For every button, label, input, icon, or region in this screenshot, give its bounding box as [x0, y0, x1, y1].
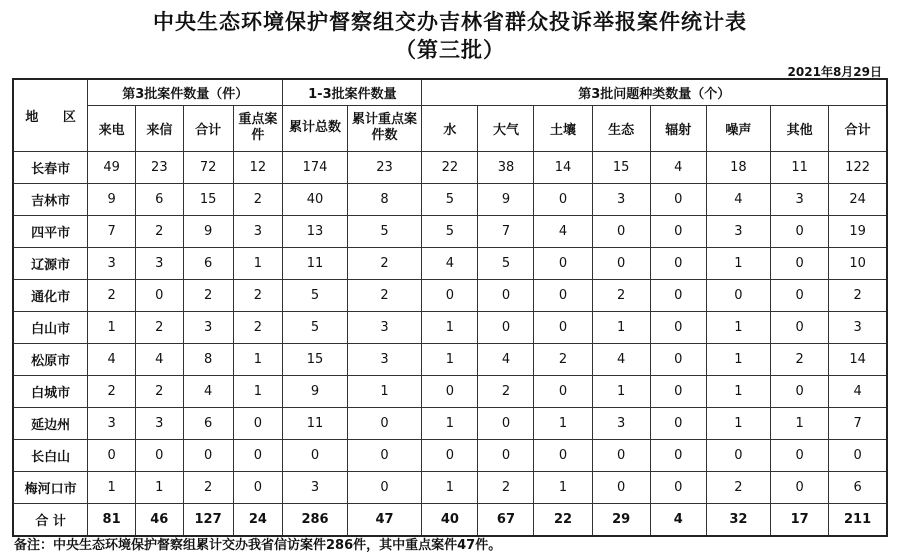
- statistics-table: [12, 78, 888, 537]
- cell-cumulative-key: 0: [347, 439, 422, 471]
- total-label: 合 计: [13, 503, 88, 536]
- cell-water: 0: [422, 375, 478, 407]
- cell-letters: 2: [135, 215, 183, 247]
- region-cell: 通化市: [13, 279, 88, 311]
- header-group-batch3-cases: 第3批案件数量（件）: [88, 79, 283, 105]
- cell-ecology: 2: [592, 279, 650, 311]
- header-row-groups: [13, 79, 887, 105]
- cell-cumulative-key: 3: [347, 311, 422, 343]
- cell-radiation: 0: [650, 279, 706, 311]
- cell-air: 7: [478, 215, 534, 247]
- cell-type-total: 2: [829, 279, 887, 311]
- header-col-other: 其他: [771, 105, 829, 151]
- cell-noise: 3: [706, 215, 770, 247]
- table-row: [13, 407, 887, 439]
- cell-cumulative-key: 1: [347, 375, 422, 407]
- cell-calls: 3: [88, 247, 136, 279]
- cell-subtotal: 6: [183, 247, 233, 279]
- cell-letters: 3: [135, 247, 183, 279]
- table-row: [13, 471, 887, 503]
- header-col-key-cases: 重点案件: [233, 105, 283, 151]
- cell-noise: 1: [706, 407, 770, 439]
- cell-type-total: 122: [829, 151, 887, 183]
- cell-subtotal: 72: [183, 151, 233, 183]
- total-cell-noise: 32: [706, 503, 770, 536]
- cell-soil: 14: [534, 151, 592, 183]
- header-col-calls: 来电: [88, 105, 136, 151]
- total-cell-ecology: 29: [592, 503, 650, 536]
- cell-noise: 0: [706, 279, 770, 311]
- cell-noise: 1: [706, 247, 770, 279]
- cell-ecology: 0: [592, 247, 650, 279]
- cell-key-cases: 12: [233, 151, 283, 183]
- cell-type-total: 0: [829, 439, 887, 471]
- cell-type-total: 24: [829, 183, 887, 215]
- cell-other: 0: [771, 279, 829, 311]
- cell-air: 0: [478, 439, 534, 471]
- cell-calls: 3: [88, 407, 136, 439]
- total-cell-type-total: 211: [829, 503, 887, 536]
- cell-noise: 2: [706, 471, 770, 503]
- cell-ecology: 0: [592, 471, 650, 503]
- table-row: [13, 279, 887, 311]
- cell-noise: 4: [706, 183, 770, 215]
- cell-cumulative-total: 174: [283, 151, 347, 183]
- cell-air: 0: [478, 407, 534, 439]
- cell-cumulative-total: 5: [283, 311, 347, 343]
- cell-soil: 4: [534, 215, 592, 247]
- region-cell: 白山市: [13, 311, 88, 343]
- cell-soil: 0: [534, 311, 592, 343]
- cell-cumulative-total: 15: [283, 343, 347, 375]
- cell-other: 1: [771, 407, 829, 439]
- cell-air: 5: [478, 247, 534, 279]
- table-row: [13, 311, 887, 343]
- cell-cumulative-key: 5: [347, 215, 422, 247]
- cell-letters: 0: [135, 279, 183, 311]
- cell-subtotal: 0: [183, 439, 233, 471]
- cell-letters: 2: [135, 375, 183, 407]
- cell-key-cases: 1: [233, 375, 283, 407]
- cell-other: 0: [771, 311, 829, 343]
- cell-air: 4: [478, 343, 534, 375]
- cell-key-cases: 2: [233, 183, 283, 215]
- cell-type-total: 10: [829, 247, 887, 279]
- region-cell: 松原市: [13, 343, 88, 375]
- cell-cumulative-key: 2: [347, 279, 422, 311]
- cell-other: 11: [771, 151, 829, 183]
- region-cell: 辽源市: [13, 247, 88, 279]
- cell-soil: 0: [534, 375, 592, 407]
- total-cell-air: 67: [478, 503, 534, 536]
- cell-other: 0: [771, 471, 829, 503]
- total-cell-other: 17: [771, 503, 829, 536]
- cell-radiation: 0: [650, 343, 706, 375]
- cell-radiation: 0: [650, 471, 706, 503]
- cell-key-cases: 1: [233, 247, 283, 279]
- cell-noise: 1: [706, 311, 770, 343]
- cell-soil: 0: [534, 247, 592, 279]
- cell-ecology: 0: [592, 215, 650, 247]
- header-region: 地 区: [13, 79, 88, 151]
- cell-key-cases: 0: [233, 439, 283, 471]
- cell-cumulative-total: 9: [283, 375, 347, 407]
- cell-key-cases: 1: [233, 343, 283, 375]
- cell-soil: 1: [534, 407, 592, 439]
- cell-cumulative-key: 0: [347, 407, 422, 439]
- cell-noise: 0: [706, 439, 770, 471]
- cell-cumulative-total: 0: [283, 439, 347, 471]
- cell-type-total: 7: [829, 407, 887, 439]
- cell-subtotal: 8: [183, 343, 233, 375]
- cell-ecology: 15: [592, 151, 650, 183]
- cell-radiation: 0: [650, 247, 706, 279]
- cell-type-total: 14: [829, 343, 887, 375]
- cell-ecology: 0: [592, 439, 650, 471]
- total-cell-radiation: 4: [650, 503, 706, 536]
- total-cell-water: 40: [422, 503, 478, 536]
- cell-calls: 1: [88, 311, 136, 343]
- cell-cumulative-key: 2: [347, 247, 422, 279]
- table-row: [13, 247, 887, 279]
- cell-soil: 0: [534, 183, 592, 215]
- cell-subtotal: 3: [183, 311, 233, 343]
- cell-other: 0: [771, 375, 829, 407]
- cell-air: 2: [478, 471, 534, 503]
- cell-calls: 7: [88, 215, 136, 247]
- header-col-letters: 来信: [135, 105, 183, 151]
- cell-subtotal: 6: [183, 407, 233, 439]
- cell-soil: 2: [534, 343, 592, 375]
- cell-type-total: 6: [829, 471, 887, 503]
- report-date: 2021年8月29日: [787, 65, 882, 79]
- table-row: [13, 375, 887, 407]
- cell-soil: 0: [534, 279, 592, 311]
- table-row: [13, 151, 887, 183]
- cell-key-cases: 0: [233, 407, 283, 439]
- cell-letters: 6: [135, 183, 183, 215]
- table-row: [13, 215, 887, 247]
- cell-other: 2: [771, 343, 829, 375]
- header-group-problem-types: 第3批问题种类数量（个）: [422, 79, 887, 105]
- table-row: [13, 439, 887, 471]
- cell-air: 38: [478, 151, 534, 183]
- cell-other: 0: [771, 215, 829, 247]
- cell-other: 3: [771, 183, 829, 215]
- cell-calls: 2: [88, 375, 136, 407]
- cell-letters: 2: [135, 311, 183, 343]
- cell-calls: 0: [88, 439, 136, 471]
- cell-air: 0: [478, 311, 534, 343]
- page-title: 中央生态环境保护督察组交办吉林省群众投诉举报案件统计表: [153, 10, 747, 34]
- table-row: [13, 343, 887, 375]
- region-cell: 吉林市: [13, 183, 88, 215]
- cell-water: 5: [422, 215, 478, 247]
- cell-cumulative-total: 5: [283, 279, 347, 311]
- cell-letters: 3: [135, 407, 183, 439]
- cell-air: 0: [478, 279, 534, 311]
- cell-cumulative-total: 3: [283, 471, 347, 503]
- region-cell: 梅河口市: [13, 471, 88, 503]
- cell-calls: 1: [88, 471, 136, 503]
- cell-cumulative-key: 23: [347, 151, 422, 183]
- total-cell-calls: 81: [88, 503, 136, 536]
- cell-subtotal: 15: [183, 183, 233, 215]
- region-cell: 四平市: [13, 215, 88, 247]
- cell-noise: 18: [706, 151, 770, 183]
- cell-radiation: 0: [650, 439, 706, 471]
- region-cell: 延边州: [13, 407, 88, 439]
- cell-cumulative-total: 11: [283, 247, 347, 279]
- total-row: [13, 503, 887, 536]
- cell-noise: 1: [706, 343, 770, 375]
- header-col-soil: 土壤: [534, 105, 592, 151]
- cell-letters: 23: [135, 151, 183, 183]
- cell-calls: 9: [88, 183, 136, 215]
- cell-other: 0: [771, 439, 829, 471]
- cell-cumulative-total: 13: [283, 215, 347, 247]
- cell-key-cases: 2: [233, 279, 283, 311]
- cell-radiation: 0: [650, 311, 706, 343]
- cell-calls: 2: [88, 279, 136, 311]
- cell-water: 1: [422, 343, 478, 375]
- cell-subtotal: 2: [183, 279, 233, 311]
- cell-cumulative-key: 8: [347, 183, 422, 215]
- cell-key-cases: 2: [233, 311, 283, 343]
- cell-air: 9: [478, 183, 534, 215]
- cell-ecology: 4: [592, 343, 650, 375]
- cell-calls: 4: [88, 343, 136, 375]
- cell-water: 22: [422, 151, 478, 183]
- cell-other: 0: [771, 247, 829, 279]
- cell-ecology: 3: [592, 183, 650, 215]
- header-group-batch1-3-cases: 1-3批案件数量: [283, 79, 422, 105]
- total-cell-key-cases: 24: [233, 503, 283, 536]
- cell-radiation: 4: [650, 151, 706, 183]
- cell-water: 1: [422, 471, 478, 503]
- total-cell-letters: 46: [135, 503, 183, 536]
- cell-type-total: 4: [829, 375, 887, 407]
- cell-cumulative-total: 11: [283, 407, 347, 439]
- cell-water: 0: [422, 279, 478, 311]
- cell-cumulative-key: 0: [347, 471, 422, 503]
- cell-water: 0: [422, 439, 478, 471]
- header-row-columns: [13, 105, 887, 151]
- cell-key-cases: 3: [233, 215, 283, 247]
- cell-letters: 4: [135, 343, 183, 375]
- cell-subtotal: 4: [183, 375, 233, 407]
- cell-water: 1: [422, 407, 478, 439]
- page-subtitle: （第三批）: [395, 38, 505, 62]
- header-col-cumulative-total: 累计总数: [283, 105, 347, 151]
- cell-soil: 0: [534, 439, 592, 471]
- cell-ecology: 3: [592, 407, 650, 439]
- header-col-ecology: 生态: [592, 105, 650, 151]
- cell-water: 4: [422, 247, 478, 279]
- cell-radiation: 0: [650, 375, 706, 407]
- total-cell-cumulative-total: 286: [283, 503, 347, 536]
- cell-water: 5: [422, 183, 478, 215]
- table-row: [13, 183, 887, 215]
- header-col-cumulative-key: 累计重点案件数: [347, 105, 422, 151]
- cell-subtotal: 2: [183, 471, 233, 503]
- cell-calls: 49: [88, 151, 136, 183]
- cell-key-cases: 0: [233, 471, 283, 503]
- region-cell: 长春市: [13, 151, 88, 183]
- total-cell-subtotal: 127: [183, 503, 233, 536]
- cell-type-total: 3: [829, 311, 887, 343]
- header-col-air: 大气: [478, 105, 534, 151]
- cell-cumulative-key: 3: [347, 343, 422, 375]
- header-col-type-total: 合计: [829, 105, 887, 151]
- cell-subtotal: 9: [183, 215, 233, 247]
- cell-cumulative-total: 40: [283, 183, 347, 215]
- total-cell-soil: 22: [534, 503, 592, 536]
- cell-type-total: 19: [829, 215, 887, 247]
- cell-ecology: 1: [592, 375, 650, 407]
- header-col-noise: 噪声: [706, 105, 770, 151]
- header-col-subtotal: 合计: [183, 105, 233, 151]
- region-cell: 长白山: [13, 439, 88, 471]
- total-cell-cumulative-key: 47: [347, 503, 422, 536]
- cell-letters: 1: [135, 471, 183, 503]
- cell-radiation: 0: [650, 407, 706, 439]
- header-col-water: 水: [422, 105, 478, 151]
- header-col-radiation: 辐射: [650, 105, 706, 151]
- cell-ecology: 1: [592, 311, 650, 343]
- cell-radiation: 0: [650, 183, 706, 215]
- cell-letters: 0: [135, 439, 183, 471]
- cell-radiation: 0: [650, 215, 706, 247]
- cell-noise: 1: [706, 375, 770, 407]
- region-cell: 白城市: [13, 375, 88, 407]
- footnote: 备注：中央生态环境保护督察组累计交办我省信访案件286件，其中重点案件47件。: [14, 538, 502, 553]
- cell-soil: 1: [534, 471, 592, 503]
- cell-water: 1: [422, 311, 478, 343]
- cell-air: 2: [478, 375, 534, 407]
